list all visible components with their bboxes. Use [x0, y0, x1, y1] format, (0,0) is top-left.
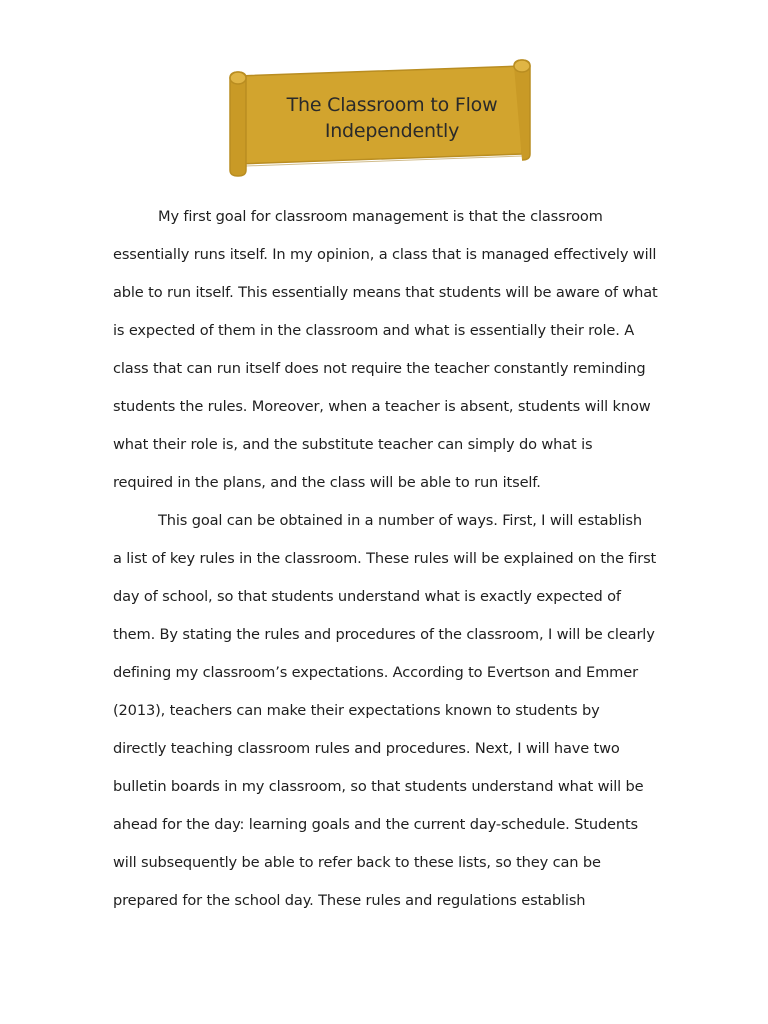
text-line: (2013), teachers can make their expectations known to students by [113, 702, 600, 719]
page-title [266, 92, 518, 144]
text-line: directly teaching classroom rules and procedures. Next, I will have two [113, 740, 620, 757]
text-line: class that can run itself does not require the teacher constantly reminding [113, 360, 646, 377]
text-line: ahead for the day: learning goals and the current day-schedule. Students [113, 816, 639, 833]
text-line: defining my classroom’s expectations. According to Evertson and Emmer [113, 664, 638, 681]
text-line: day of school, so that students understand what is exactly expected of [113, 588, 621, 605]
title-line-2: Independently [324, 120, 460, 142]
text-line: bulletin boards in my classroom, so that students understand what will be [113, 778, 644, 795]
essay-body [113, 198, 673, 920]
text-line: This goal can be obtained in a number of ways. First, I will establish [158, 512, 642, 529]
text-line: them. By stating the rules and procedures of the classroom, I will be clearly [113, 626, 655, 643]
text-line: essentially runs itself. In my opinion, a class that is managed effectively will [113, 246, 657, 263]
text-line: a list of key rules in the classroom. These rules will be explained on the first [113, 550, 657, 567]
text-line: will subsequently be able to refer back to these lists, so they can be [113, 854, 601, 871]
paragraph [113, 198, 673, 502]
text-line: what their role is, and the substitute teacher can simply do what is [113, 436, 593, 453]
text-line: able to run itself. This essentially means that students will be aware of what [113, 284, 658, 301]
text-line: students the rules. Moreover, when a teacher is absent, students will know [113, 398, 651, 415]
paragraph [113, 502, 673, 920]
title-banner [226, 58, 538, 180]
title-line-1: The Classroom to Flow [286, 94, 498, 116]
text-line: prepared for the school day. These rules and regulations establish [113, 892, 586, 909]
text-line: My first goal for classroom management is that the classroom [158, 208, 603, 225]
text-line: required in the plans, and the class will be able to run itself. [113, 474, 541, 491]
text-line: is expected of them in the classroom and what is essentially their role. A [113, 322, 635, 339]
